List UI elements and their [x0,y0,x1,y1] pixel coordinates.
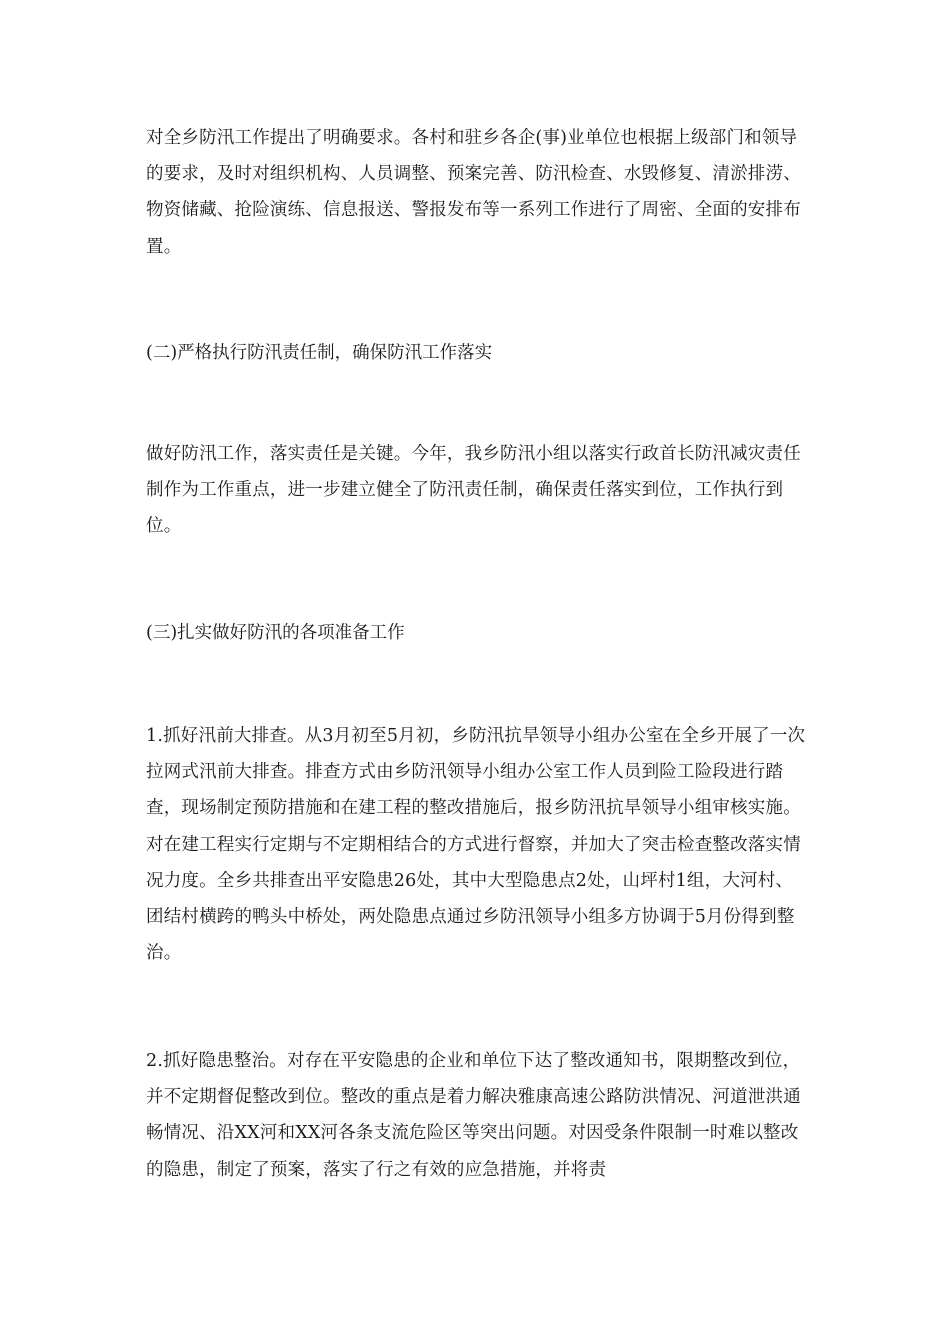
section-heading-2: (二)严格执行防汛责任制，确保防汛工作落实 [146,343,493,363]
paragraph-3: 1.抓好汛前大排查。从3月初至5月初，乡防汛抗旱领导小组办公室在全乡开展了一次拉网式汛前大排查。排查方式由乡防汛领导小组办公室工作人员到险工险段进行踏查，现场制定预防措施和在建工程的整改措施后，报乡防汛抗旱领导小组审核实施。对在建工程实行定期与不定期相结合的方式进行督察，并加大了突击检查整改落实情况力度。全乡共排查出平安隐患26处，其中大型隐患点2处，山坪村1组，大河村、团结村横跨的鸭头中桥处，两处隐患点通过乡防汛领导小组多方协调于5月份得到整治。 [146,726,806,964]
paragraph-2: 做好防汛工作，落实责任是关键。今年，我乡防汛小组以落实行政首长防汛减灾责任制作为工作重点，进一步建立健全了防汛责任制，确保责任落实到位，工作执行到位。 [146,444,801,537]
paragraph-4: 2.抓好隐患整治。对存在平安隐患的企业和单位下达了整改通知书，限期整改到位，并不定期督促整改到位。整改的重点是着力解决雅康高速公路防洪情况、河道泄洪通畅情况、沿XX河和XX河各条支流危险区等突出问题。对因受条件限制一时难以整改的隐患，制定了预案，落实了行之有效的应急措施，并将责 [146,1051,801,1180]
paragraph-1: 对全乡防汛工作提出了明确要求。各村和驻乡各企(事)业单位也根据上级部门和领导的要求，及时对组织机构、人员调整、预案完善、防汛检查、水毁修复、清淤排涝、物资储藏、抢险演练、信息报送、警报发布等一系列工作进行了周密、全面的安排布置。 [146,128,801,257]
section-heading-3: (三)扎实做好防汛的各项准备工作 [146,623,405,643]
